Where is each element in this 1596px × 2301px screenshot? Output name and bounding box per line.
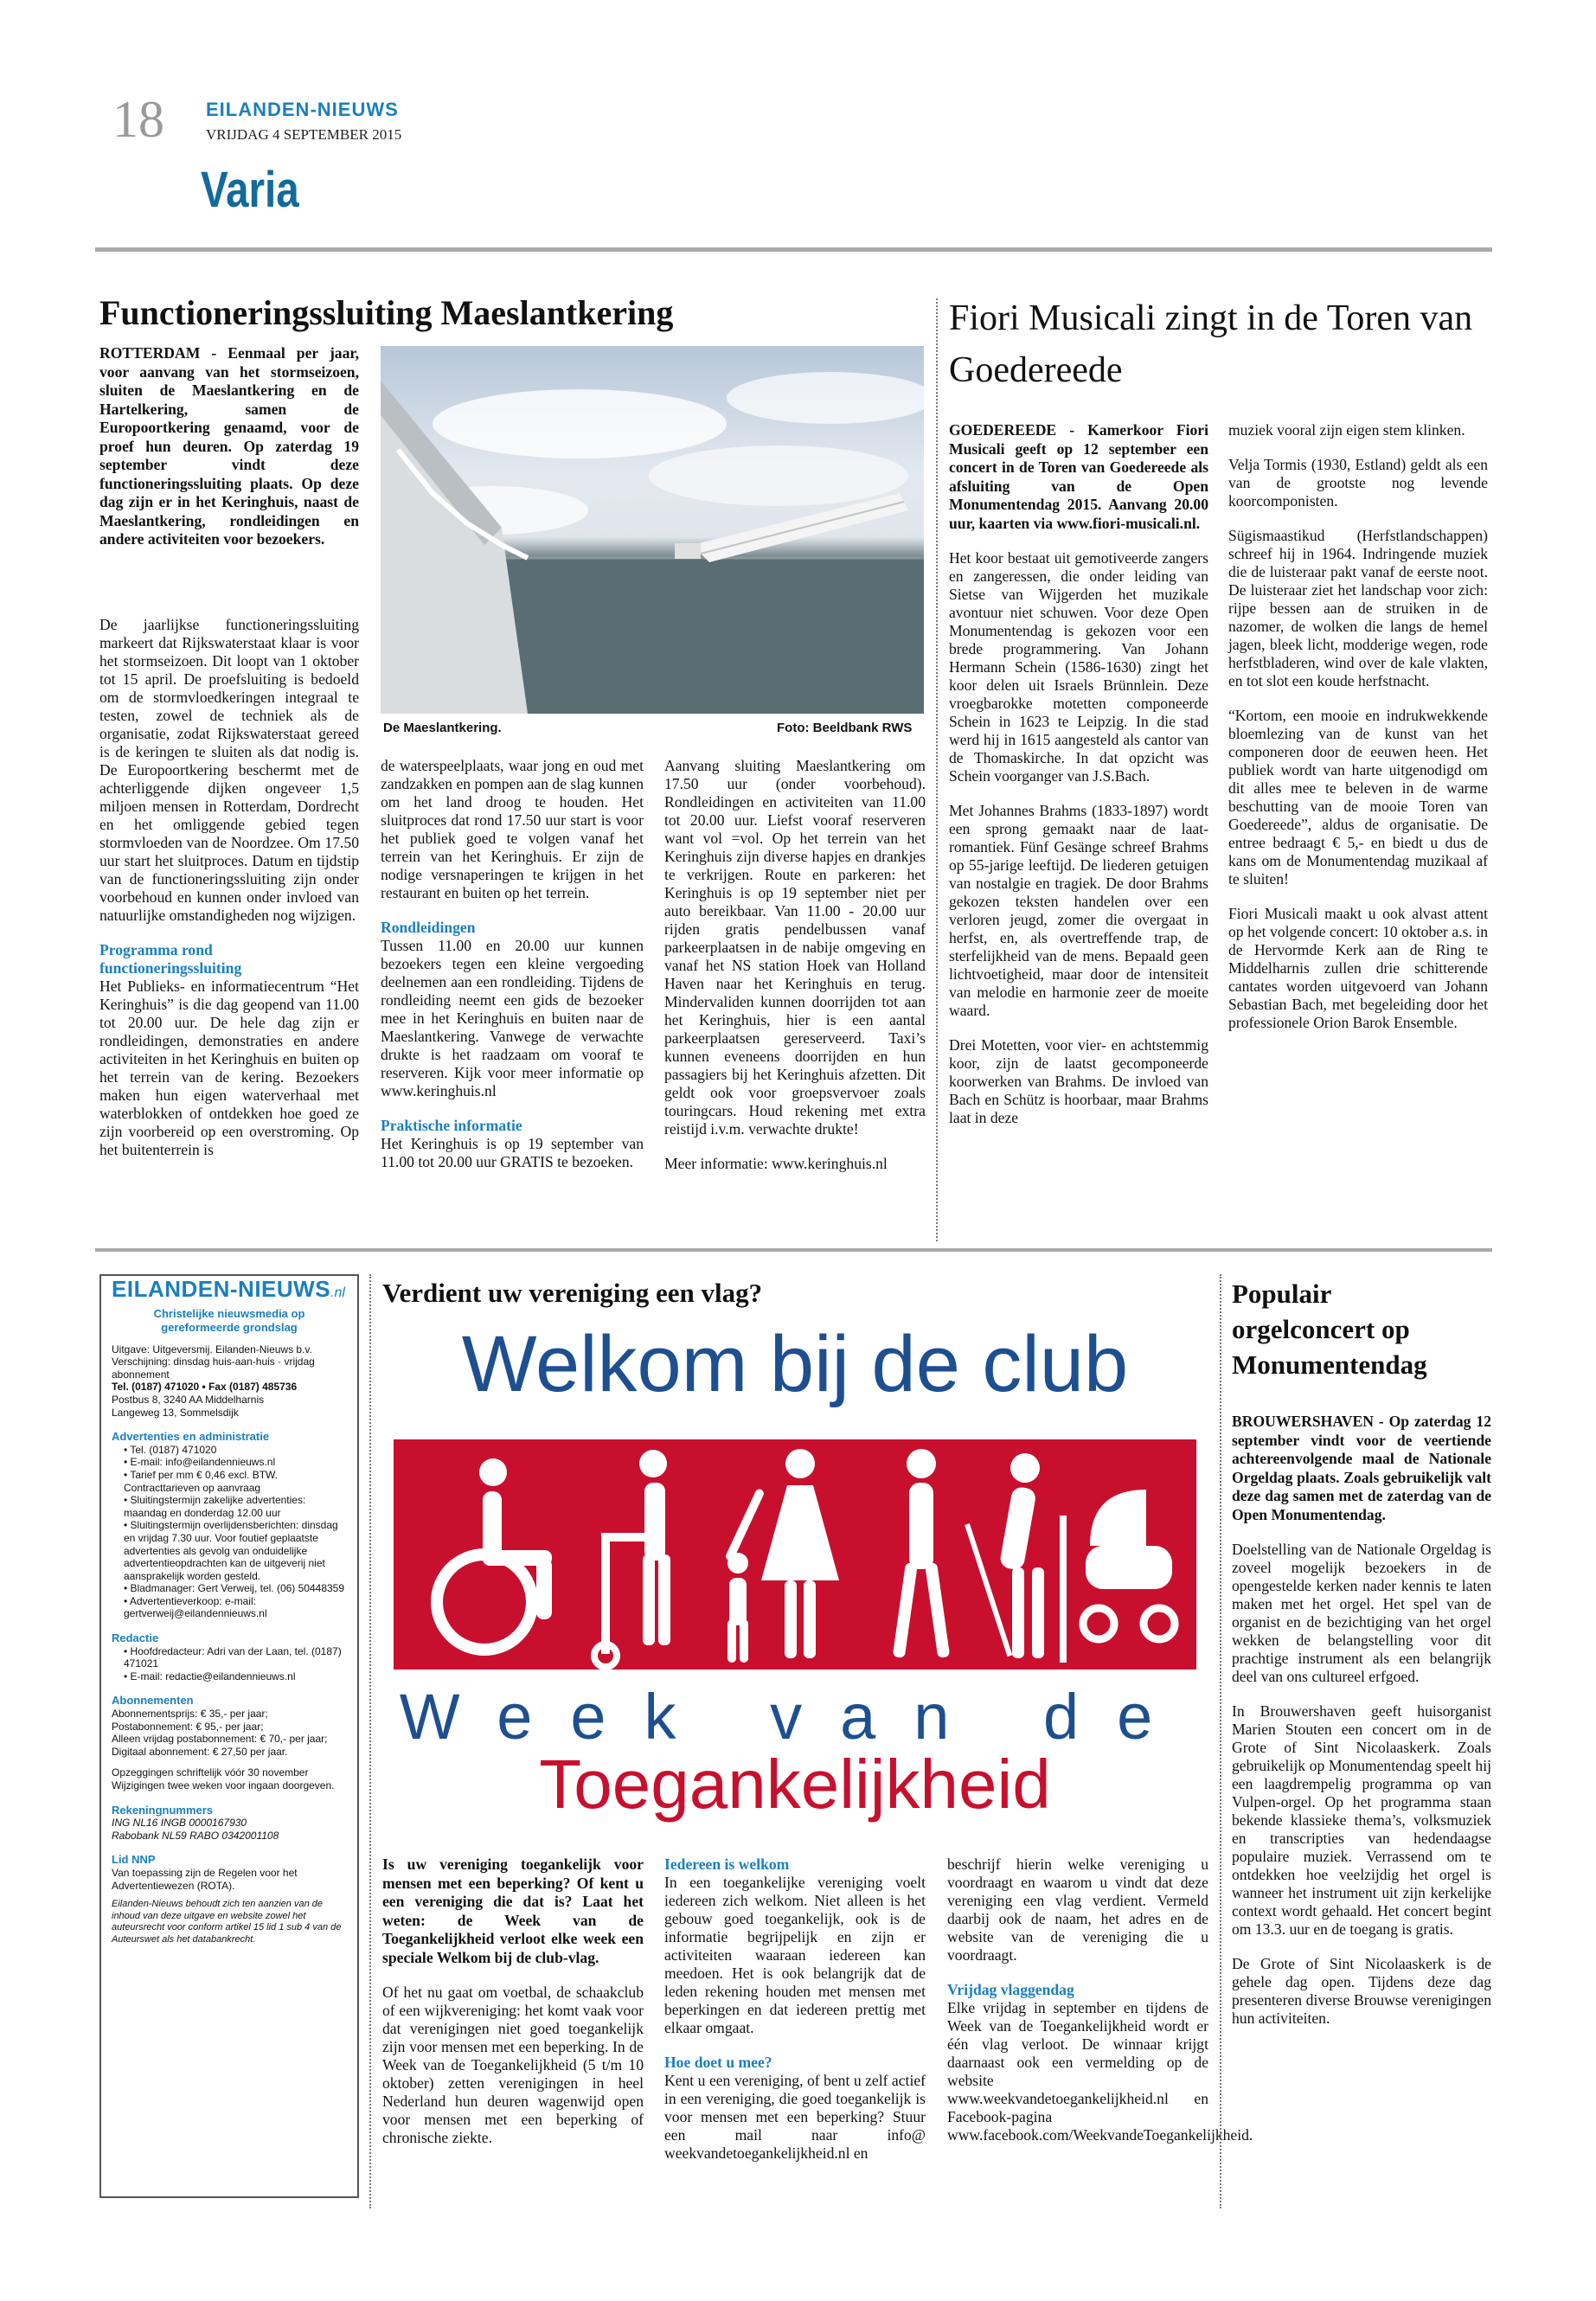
colophon-abo-line: Abonnementsprijs: € 35,- per jaar; [112,1708,268,1721]
colophon-tagline: Christelijke nieuwsmedia op gereformeerde grondslag [153,1306,305,1334]
photo-caption: De Maeslantkering. [383,721,502,735]
colophon-red-list [112,1645,347,1683]
colophon-abo-line: Digitaal abonnement: € 27,50 per jaar. [112,1745,288,1758]
accessibility-pictograms [394,1429,1196,1680]
article2-col1 [949,421,1208,1144]
article3-p3: Kent u een vereniging, of bent u zelf actief in een vereniging, die goed toegankelijk is voor mensen met een beperking? Stuur een mail naar info@ weekvandetoegankelijkheid.nl en [664,2072,926,2162]
article4-p1: Doelstelling van de Nationale Orgeldag is zoveel mogelijk bezoekers in de opengestelde kerken nader kennis te laten maken met het orgel. Het spel van de organist en de bezichtiging van het orgel wekken de belangstelling voor dit prachtige instrument als een belangrijk deel van ons cultureel erfgoed. [1232,1541,1491,1685]
article1-col3 [664,757,926,1189]
page-number: 18 [112,91,164,148]
photo-illustration [381,346,924,714]
colophon-adv-item: • Bladmanager: Gert Verweij, tel. (06) 50448359 [124,1582,345,1595]
article3-sub1: Iedereen is welkom [664,1856,790,1873]
article3-col1 [382,1856,644,2163]
colophon-postbus: Postbus 8, 3240 AA Middelharnis [112,1393,265,1406]
colophon-box [99,1274,359,2198]
article4-p3: De Grote of Sint Nicolaaskerk is de gehele dag open. Tijdens deze dag presenteren diverse Brouwse verenigingen hun activiteiten. [1232,1955,1491,2027]
blind-person-icon [893,1449,1013,1658]
colophon-adres: Langeweg 13, Sommelsdijk [112,1406,239,1419]
colophon-heading-adv: Advertenties en administratie [112,1430,270,1444]
colophon-tel: Tel. (0187) 471020 • Fax (0187) 485736 [112,1381,298,1394]
colophon-adv-item: • Sluitingstermijn overlijdensberichten: dinsdag en vrijdag 7.30 uur. Voor foutief geplaatste advertenties als gevolg van onduidelijke advertentieopdrachten kan de uitgeverij niet aansprakelijk worden gesteld. [124,1519,338,1582]
article1-col2-p3: Het Keringhuis is op 19 september van 11.00 tot 20.00 uur GRATIS te bezoeken. [381,1135,644,1170]
wheelchair-icon [437,1458,552,1650]
colophon-rek-line: ING NL16 INGB 0000167930 [112,1817,247,1830]
article2-p6: Sügismaastikud (Herfstlandschappen) schreef hij in 1964. Indringende muziek die de luisteraar pakt vanaf de eerste noot. De luisteraar ziet het landschap voor zich: rijpe bessen aan de struiken in de nazomer, de wolken die langs de hemel jagen, bleek licht, modderige wegen, rode herfstbladeren, wind over de kale vlakten, en tot slot een koude herfstnacht. [1228,527,1488,689]
article3-p1: Of het nu gaat om voetbal, de schaakclub of een wijkvereniging: het komt vaak voor dat verenigingen niet goed toegankelijk zijn voor mensen met een beperking. In de Week van de Toegankelijkheid (5 t/m 10 oktober) zetten verenigingen in heel Nederland hun deuren wagenwijd open voor mensen met een beperking of chronische ziekte. [382,1984,644,2146]
article1-col3-p2: Meer informatie: www.keringhuis.nl [664,1155,888,1172]
article1-sub1: Programma rond functioneringssluiting [99,941,242,977]
poster-mid-text: Week van de [399,1681,1191,1753]
colophon-uitgave: Uitgave: Uitgeversmij. Eilanden-Nieuws b.v. [112,1343,312,1356]
article3-title: Verdient uw vereniging een vlag? [382,1278,763,1308]
stroller-icon [1083,1490,1175,1639]
article1-col1-p2: Het Publieks- en informatiecentrum “Het Keringhuis” is die dag geopend van 11.00 tot 20.00 uur. De hele dag zijn er rondleidingen, demonstraties en andere activiteiten in het Keringhuis en buiten op het terrein van de kering. Bezoekers maken hun eigen waterverhaal met waterblokken of ontdekken hoe goed ze zijn voorbereid op een overstroming. Op het buitenterrein is [99,977,359,1158]
colophon-heading-nnp: Lid NNP [112,1853,156,1867]
article1-lead: ROTTERDAM - Eenmaal per jaar, voor aanvang van het stormseizoen, sluiten de Maeslantkering en de Hartelkering, samen de Europoortkering genaamd, voor de proef hun deuren. Op zaterdag 19 september vindt deze functioneringssluiting plaats. Op deze dag zijn er in het Keringhuis, naast de Maeslantkering, rondleidingen en andere activiteiten voor bezoekers. [99,344,359,548]
article2-col2 [1228,421,1488,1048]
article2-p5: Velja Tormis (1930, Estland) geldt als een van de grootste nog levende koorcomponisten. [1228,456,1488,510]
article1-col3-p1: Aanvang sluiting Maeslantkering om 17.50 uur (onder voorbehoud). Rondleidingen en activiteiten van 11.00 tot 20.00 uur. Liefst vooraf reserveren want vol =vol. Op het terrein van het Keringhuis zijn diverse hapjes en drankjes te verkrijgen. Route en parkeren: het Keringhuis is op 19 september niet per auto bereikbaar. Van 11.00 - 20.00 uur rijden gratis pendelbussen vanaf parkeerplaatsen in de nabije omgeving en vanaf het NS station Hoek van Holland Haven naar het Keringhuis en terug. Mindervaliden kunnen doorrijden tot aan het Keringhuis, hier is een aantal parkeerplaatsen gereserveerd. Taxi’s kunnen eveneens doorrijden en hun passagiers bij het Keringhuis afzetten. Dit geldt ook voor groepsvervoer zoals touringcars. Houd rekening met extra reistijd i.v.m. verwachte drukte! [664,757,926,1138]
article2-title: Fiori Musicali zingt in de Toren van Goedereede [949,298,1473,390]
column-divider [1220,1274,1221,2208]
article1-sub2: Rondleidingen [381,919,476,936]
article1-col1 [99,616,359,1176]
article3-col2 [664,1856,926,2179]
colophon-abo-line: Alleen vrijdag postabonnement: € 70,- per jaar; [112,1733,328,1746]
colophon-rights: Eilanden-Nieuws behoudt zich ten aanzien van de inhoud van deze uitgave en website zowel het auteursrecht voor conform artikel 15 lid 1 sub 4 van de Auteurswet als het databankrecht. [112,1899,342,1945]
article3-col3 [947,1856,1253,2161]
colophon-red-item: • Hoofdredacteur: Adri van der Laan, tel. (0187) 471021 [124,1644,342,1670]
article2-p1: Het koor bestaat uit gemotiveerde zangers en zangeressen, die onder leiding van Sietse van Wijgerden het muzikale avontuur niet schuwen. Voor deze Open Monumentendag is gekozen voor een brede programmering. Van Johann Hermann Schein (1586-1630) zingt het koor delen uit Israels Brünnlein. Deze vroegbarokke motetten componeerde Schein in 1623 te Leipzig. In die stad werd hij in 1615 aangesteld als cantor van de Thomaskirche. In dat opzicht was Schein voorganger van J.S.Bach. [949,549,1208,785]
colophon-adv-item: • Tarief per mm € 0,46 excl. BTW. Contracttarieven op aanvraag [124,1468,279,1494]
article2-p8: Fiori Musicali maakt u ook alvast attent op het volgende concert: 10 oktober a.s. in de Hervormde Kerk aan de Ring te Middelharnis zullen drie schitterende cantates worden uitgevoerd van Johann Sebastian Bach, met begeleiding door het professionele Orion Barok Ensemble. [1228,905,1488,1031]
article2-lead: GOEDEREEDE - Kamerkoor Fiori Musicali geeft op 12 september een concert in de Toren van Goedereede als afsluiting van de Open Monumentendag 2015. Aanvang 20.00 uur, kaarten via www.fiori-musicali.nl. [949,421,1208,532]
colophon-adv-item: • Tel. (0187) 471020 [124,1443,217,1456]
article3-p5: Elke vrijdag in september en tijdens de Week van de Toegankelijkheid wordt er één vlag verloot. De winnaar krijgt daarnaast ook een vermelding op de website www.weekvandetoegankelijkheid.nl en Facebook-pagina www.facebook.com/WeekvandeToegankelijkheid. [947,1999,1253,2144]
article3-sub2: Hoe doet u mee? [664,2054,772,2071]
article1-col2-p1: de waterspeelplaats, waar jong en oud met zandzakken en pompen aan de slag kunnen om het land droog te houden. Het sluitproces dat rond 17.50 uur start is voor het publiek goed te volgen vanaf het terrein van het Keringhuis. Er zijn de nodige versnaperingen te krijgen in het restaurant en buiten op het terrein. [381,757,644,901]
article2-p4: muziek vooral zijn eigen stem klinken. [1228,421,1465,439]
poster-bottom-text: Toegankelijkheid [539,1746,1051,1823]
colophon-heading-abo: Abonnementen [112,1694,194,1708]
article1-col2-p2: Tussen 11.00 en 20.00 uur kunnen bezoekers tegen een kleine vergoeding deelnemen aan een rondleiding. Tijdens de rondleiding neemt een gids de bezoeker mee in het Keringhuis en buiten naar de Maeslantkering. Vanwege de verwachte drukte is het raadzaam om vooraf te reserveren. Kijk voor meer informatie op www.keringhuis.nl [381,937,644,1099]
section-title: Varia [201,162,299,218]
colophon-adv-item: • Advertentieverkoop: e-mail: gertverweij@eilandennieuws.nl [124,1594,267,1620]
colophon-rek-line: Rabobank NL59 RABO 0342001108 [112,1829,279,1842]
column-divider [369,1274,371,2208]
middle-rule [95,1248,1492,1252]
article4-p2: In Brouwershaven geeft huisorganist Marien Stouten een concert om in de Grote of Sint Nicolaaskerk. Zoals gebruikelijk op Monumentendag speelt hij een laagdrempelig programma op van Vulpen-orgel. Op het programma staan bekende klassieke thema’s, volksmuziek en transcripties van hedendaagse populaire muziek. Verrassend om te ontdekken hoe veelzijdig het orgel is wanneer het instrument uit zijn kerkelijke context wordt gehaald. Het concert begint om 13.3. uur en de toegang is gratis. [1232,1702,1491,1938]
colophon-logo: EILANDEN-NIEUWS.nl [112,1276,345,1302]
walker-icon [594,1450,670,1667]
article2-p7: “Kortom, een mooie en indrukwekkende bloemlezing van de kunst van het componeren door de eeuwen heen. Het publiek wordt van harte uitgenodigd om dit alles mee te beleven in de warme beschutting van de mooie Toren van Goedereede”, aldus de organisatie. De entree bedraagt € 5,- en biedt u dus de kans om de Monumentendag muzikaal af te sluiten! [1228,707,1488,888]
welkom-poster [381,1321,1208,1823]
article2-p2: Met Johannes Brahms (1833-1897) wordt een sprong gemaakt naar de laat-romantiek. Fünf Gesänge schreef Brahms op 55-jarige leeftijd. De liederen getuigen van nostalgie en tragiek. De door Brahms gekozen teksten handelen over een verloren jeugd, zomer die overgaat in herfst, en, als overtreffende trap, de sterfelijkheid van de mens. Bepaald geen lichtvoetigheid, maar door de intensiteit van melodie en harmonie zeer de moeite waard. [949,802,1208,1019]
photo-credit: Foto: Beeldbank RWS [777,721,913,735]
poster-top-text: Welkom bij de club [461,1321,1129,1408]
maeslantkering-photo [381,346,924,714]
column-divider [936,298,938,1241]
colophon-red-item: • E-mail: redactie@eilandennieuws.nl [124,1670,296,1682]
colophon-nnp: Van toepassing zijn de Regelen voor het Advertentiewezen (ROTA). [112,1866,298,1892]
colophon-abo-line: Postabonnement: € 95,- per jaar; [112,1720,264,1733]
elderly-person-icon [999,1453,1067,1663]
article3-sub3: Vrijdag vlaggendag [947,1981,1074,1998]
colophon-heading-rek: Rekeningnummers [112,1803,214,1817]
article3-lead: Is uw vereniging toegankelijk voor mensen met een beperking? Of kent u een vereniging die dat is? Laat het weten: de Week van de Toegankelijkheid verloot elke week een speciale Welkom bij de club-vlag. [382,1856,644,1966]
article4-lead: BROUWERSHAVEN - Op zaterdag 12 september vindt voor de veertiende achtereenvolgende maal de Nationale Orgeldag plaats. Zoals gebruikelijk valt deze dag samen met de zaterdag van de Open Monumentendag. [1232,1413,1491,1523]
article3-p4: beschrijf hierin welke vereniging u voordraagt en waarom u vindt dat deze vereniging een vlag verdient. Vermeld daarbij ook de naam, het adres en de website van de vereniging die u voordraagt. [947,1856,1208,1964]
colophon-verschijning: Verschijning: dinsdag huis-aan-huis · vrijdag abonnement [112,1356,315,1381]
colophon-adv-item: • Sluitingstermijn zakelijke advertenties: maandag en donderdag 12.00 uur [124,1494,306,1519]
article1-col1-p1: De jaarlijkse functioneringssluiting markeert dat Rijkswaterstaat klaar is voor het stormseizoen. Dit loopt van 1 oktober tot 15 april. De proefsluiting is bedoeld om de stormvloedkeringen integraal te testen, zowel de techniek als de organisatie, zodat Rijkswaterstaat gereed is de keringen te sluiten als dat nodig is. De Europoortkering beschermt met de achterliggende dijken ongeveer 1,5 miljoen mensen in Rotterdam, Dordrecht en het omliggende gebied tegen stormvloeden van de Noordzee. Om 17.50 uur start het sluitproces. Datum en tijdstip van de functioneringssluiting zijn onder voorbehoud en kunnen onder invloed van natuurlijke omstandigheden nog wijzigen. [99,616,359,924]
header-rule [95,247,1492,252]
article3-p2: In een toegankelijke vereniging voelt iedereen zich welkom. Niet alleen is het gebouw goed toegankelijk, ook is de informatie begrijpelijk en zijn er activiteiten waaraan iedereen kan meedoen. Het is ook belangrijk dat de leden rekening houden met mensen met beperkingen en dat iedereen prettig met elkaar omgaat. [664,1874,926,2036]
article2-p3: Drei Motetten, voor vier- en achtstemmig koor, zijn de laatst gecomponeerde koorwerken van Brahms. De invloed van Bach en Schütz is hoorbaar, maar Brahms laat in deze [949,1036,1208,1126]
colophon-abo-note: Opzeggingen schriftelijk vóór 30 november Wijzigingen twee weken voor ingaan doorgeven. [112,1766,335,1791]
article1-title: Functioneringssluiting Maeslantkering [99,293,674,332]
article1-sub3: Praktische informatie [381,1117,522,1134]
paper-name: EILANDEN-NIEUWS [206,99,399,120]
colophon-adv-list [112,1444,347,1620]
colophon-heading-redactie: Redactie [112,1631,159,1645]
child-icon [727,1553,748,1663]
article4-title: Populair orgelconcert op Monumentendag [1232,1279,1427,1380]
colophon-adv-item: • E-mail: info@eilandennieuws.nl [124,1456,276,1469]
article1-col2 [381,757,644,1188]
article4-col [1232,1413,1491,2044]
page-date: VRIJDAG 4 SEPTEMBER 2015 [206,126,402,143]
